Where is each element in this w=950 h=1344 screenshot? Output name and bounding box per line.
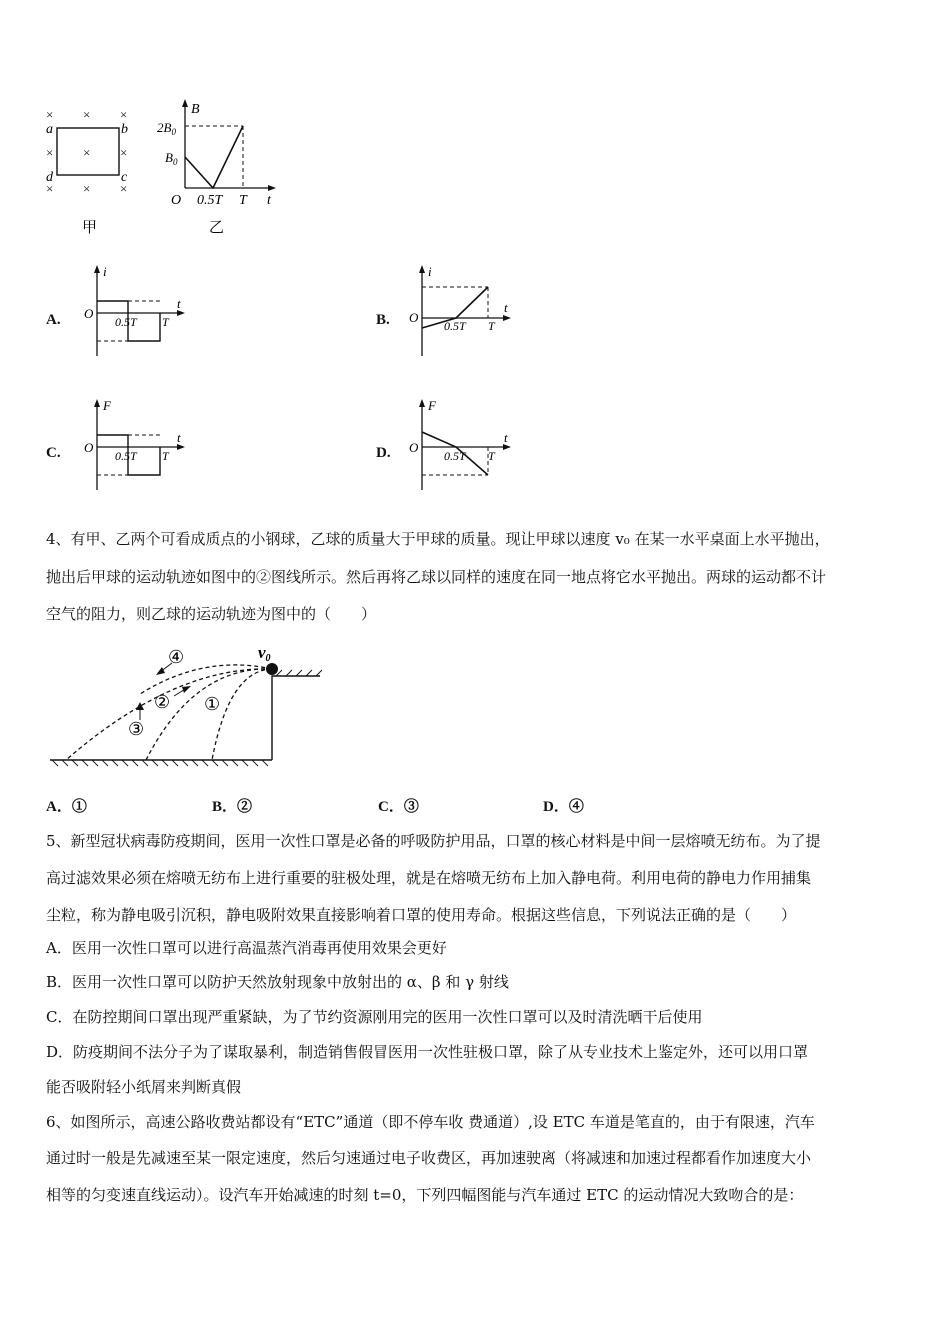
- tick-T: T: [488, 319, 495, 333]
- axis-label-B: B: [191, 102, 200, 117]
- axis-label-i: i: [103, 264, 107, 279]
- q4-text-line-1: 4、有甲、乙两个可看成质点的小钢球，乙球的质量大于甲球的质量。现让甲球以速度 v₀ 在某一水平桌面上水平抛出，: [46, 530, 830, 548]
- option-d-graph[interactable]: [408, 396, 518, 494]
- q4-choice-c[interactable]: C．③: [378, 799, 419, 815]
- origin-label: O: [409, 440, 419, 455]
- path-label-1: ①: [204, 694, 221, 714]
- corner-c: c: [121, 170, 128, 185]
- q4-text-line-2: 抛出后甲球的运动轨迹如图中的②图线所示。然后再将乙球以同样的速度在同一地点将它水平抛出。两球的运动都不计: [46, 568, 827, 586]
- tick-half-T: 0.5T: [444, 449, 466, 463]
- y-arrow-icon: [94, 399, 100, 407]
- figure-yi-caption: 乙: [209, 220, 225, 236]
- tick-half-T: 0.5T: [115, 315, 137, 329]
- ground-hatching: [52, 760, 268, 766]
- q6-text-line-2: 通过时一般是先减速至某一限定速度，然后匀速通过电子收费区，再加速驶离（将减速和加速过程都看作加速度大小: [46, 1149, 812, 1167]
- cross-mark: ×: [83, 107, 91, 122]
- y-arrow-icon: [419, 265, 425, 273]
- tick-half-T: 0.5T: [197, 193, 223, 208]
- tick-T: T: [162, 449, 169, 463]
- tick-B0: $B_0$: [165, 150, 178, 167]
- q6-text-line-3: 相等的匀变速直线运动）。设汽车开始减速的时刻 t=0，下列四幅图能与汽车通过 ETC 的运动情况大致吻合的是：: [46, 1186, 804, 1204]
- y-arrow-icon: [94, 265, 100, 273]
- origin-label: O: [171, 193, 182, 208]
- trajectory-2: [146, 669, 272, 760]
- cross-mark: ×: [46, 107, 54, 122]
- table-hatching: [276, 670, 322, 676]
- curve-segment-1: [97, 301, 128, 313]
- axis-label-t: t: [267, 193, 271, 208]
- figure-jia-caption: 甲: [82, 220, 98, 236]
- origin-label: O: [409, 310, 419, 325]
- cross-mark: ×: [120, 181, 128, 196]
- q4-trajectory-figure: [44, 636, 329, 770]
- tick-T: T: [239, 193, 247, 208]
- cross-mark: ×: [120, 145, 128, 160]
- tick-T: T: [162, 315, 169, 329]
- trajectory-4: [140, 665, 272, 694]
- q4-text-line-3: 空气的阻力，则乙球的运动轨迹为图中的（ ）: [46, 605, 377, 623]
- y-arrow-icon: [182, 99, 188, 107]
- axis-label-i: i: [428, 264, 432, 279]
- option-b-graph[interactable]: [408, 262, 518, 360]
- arrow-icon: [136, 702, 144, 710]
- arrow-icon: [156, 667, 165, 675]
- tick-2B0: $2B_0$: [157, 120, 176, 137]
- axis-label-t: t: [504, 300, 508, 315]
- option-c-letter[interactable]: C.: [46, 445, 61, 461]
- cross-mark: ×: [120, 107, 128, 122]
- cross-mark: ×: [46, 181, 54, 196]
- q4-choice-b[interactable]: B．②: [212, 799, 253, 815]
- y-arrow-icon: [419, 399, 425, 407]
- corner-a: a: [46, 122, 53, 137]
- q5-option-a[interactable]: A．医用一次性口罩可以进行高温蒸汽消毒再使用效果会更好: [46, 939, 447, 957]
- option-a-letter[interactable]: A.: [46, 312, 61, 328]
- trajectory-3: [66, 669, 272, 760]
- cross-mark: ×: [83, 181, 91, 196]
- option-d-letter[interactable]: D.: [376, 445, 391, 461]
- trajectory-1: [212, 669, 272, 760]
- cross-mark: ×: [46, 145, 54, 160]
- ball-icon: [266, 663, 278, 675]
- figure-jia: [40, 100, 150, 240]
- origin-label: O: [84, 440, 94, 455]
- table-edge: [272, 676, 320, 760]
- q5-option-c[interactable]: C．在防控期间口罩出现严重紧缺，为了节约资源刚用完的医用一次性口罩可以及时清洗晒干后使用: [46, 1008, 703, 1026]
- cross-mark: ×: [83, 145, 91, 160]
- curve-segment-1: [97, 435, 128, 447]
- axis-label-F: F: [103, 398, 111, 413]
- arrow-icon: [182, 686, 191, 693]
- q5-option-d-line-2[interactable]: 能否吸附轻小纸屑来判断真假: [46, 1078, 242, 1096]
- q5-text-line-1: 5、新型冠状病毒防疫期间，医用一次性口罩是必备的呼吸防护用品，口罩的核心材料是中间一层熔喷无纺布。为了提: [46, 832, 821, 850]
- q4-choice-a[interactable]: A．①: [46, 799, 87, 815]
- axis-label-t: t: [177, 430, 181, 445]
- path-label-4: ④: [168, 647, 185, 667]
- axis-label-t: t: [177, 296, 181, 311]
- path-label-3: ③: [128, 719, 145, 739]
- velocity-label: v0: [258, 643, 271, 664]
- q5-option-d-line-1[interactable]: D．防疫期间不法分子为了谋取暴利，制造销售假冒医用一次性驻极口罩，除了从专业技术上鉴定外，还可以用口罩: [46, 1043, 809, 1061]
- corner-b: b: [121, 122, 128, 137]
- q6-text-line-1: 6、如图所示，高速公路收费站都设有“ETC”通道（即不停车收 费通道）,设 ETC 车道是笔直的，由于有限速，汽车: [46, 1113, 815, 1131]
- tick-T: T: [488, 449, 495, 463]
- corner-d: d: [46, 170, 53, 185]
- q4-choice-d[interactable]: D．④: [543, 799, 584, 815]
- option-c-graph[interactable]: [80, 396, 190, 494]
- option-a-graph[interactable]: [80, 262, 190, 360]
- tick-half-T: 0.5T: [444, 319, 466, 333]
- x-arrow-icon: [503, 315, 511, 321]
- tick-half-T: 0.5T: [115, 449, 137, 463]
- figure-yi: [155, 96, 285, 240]
- q5-text-line-2: 高过滤效果必须在熔喷无纺布上进行重要的驻极处理，就是在熔喷无纺布上加入静电荷。利用电荷的静电力作用捕集: [46, 869, 812, 887]
- q5-text-line-3: 尘粒，称为静电吸引沉积，静电吸附效果直接影响着口罩的使用寿命。根据这些信息，下列说法正确的是（ ）: [46, 906, 797, 924]
- option-b-letter[interactable]: B.: [376, 312, 390, 328]
- field-crosses: [46, 107, 127, 196]
- x-arrow-icon: [268, 185, 276, 191]
- q5-option-b[interactable]: B．医用一次性口罩可以防护天然放射现象中放射出的 α、β 和 γ 射线: [46, 973, 509, 991]
- path-label-2: ②: [154, 692, 171, 712]
- b-t-curve: [185, 126, 243, 188]
- origin-label: O: [84, 306, 94, 321]
- axis-label-F: F: [428, 398, 436, 413]
- axis-label-t: t: [504, 430, 508, 445]
